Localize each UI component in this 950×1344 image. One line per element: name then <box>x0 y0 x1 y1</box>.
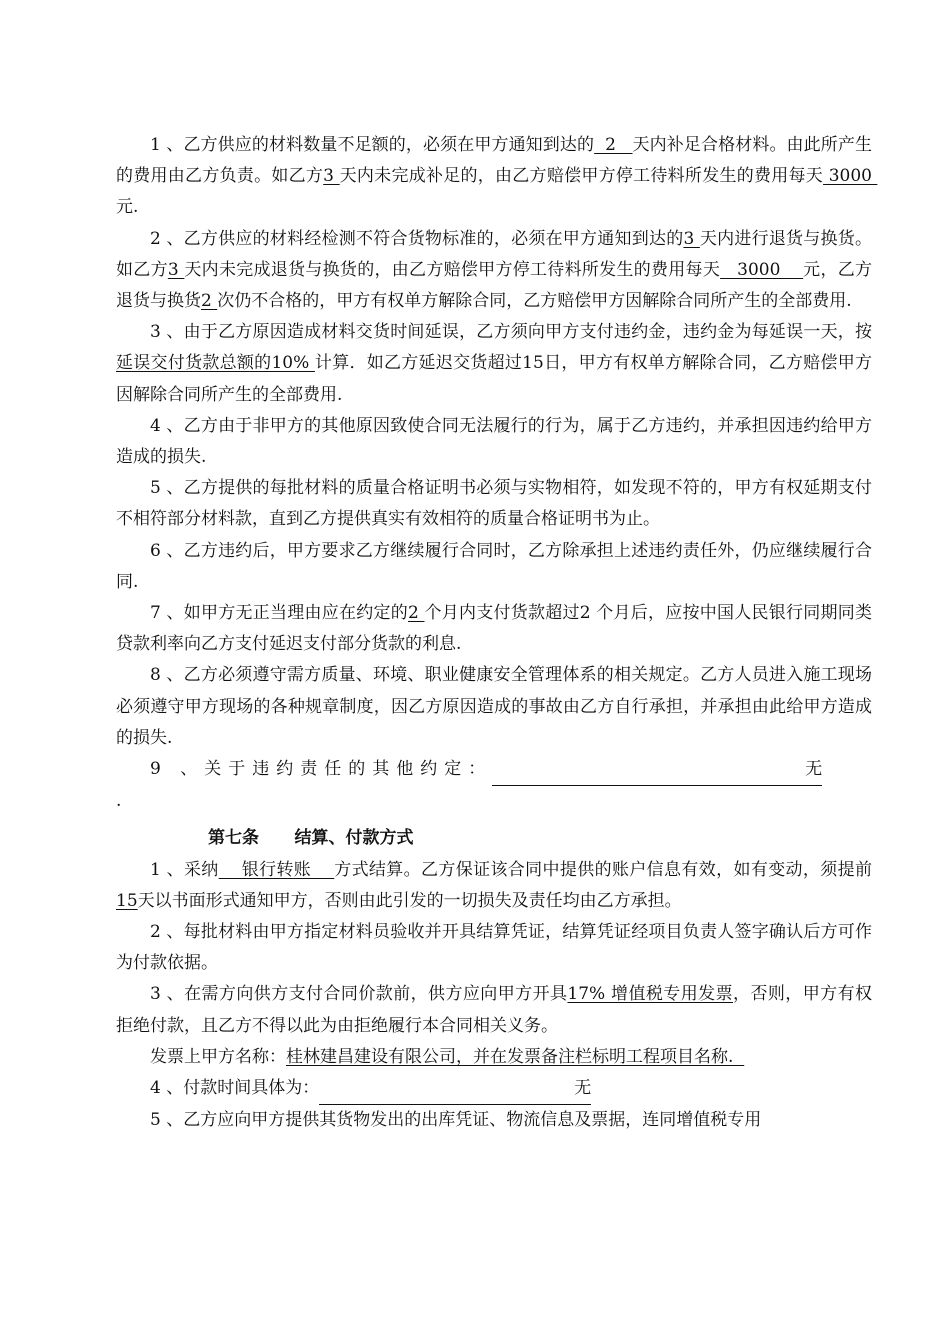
clause-6-item-6: 6 、乙方违约后，甲方要求乙方继续履行合同时，乙方除承担上述违约责任外，仍应继续履行合同. <box>116 540 872 592</box>
clause-6-item-1: 1 、乙方供应的材料数量不足额的，必须在甲方通知到达的 2 天内补足合格材料。由此所产生的费用由乙方负责。如乙方3 天内未完成补足的，由乙方赔偿甲方停工待料所发生的费用每天 3000 元. <box>116 135 878 218</box>
item-4-fill-line: 无 <box>319 1073 591 1105</box>
clause-7-item-1: 1 、采纳 银行转账 方式结算。乙方保证该合同中提供的账户信息有效，如有变动，须提前15天以书面形式通知甲方，否则由此引发的一切损失及责任均由乙方承担。 <box>116 859 872 911</box>
clause-7-item-5: 5 、乙方应向甲方提供其货物发出的出库凭证、物流信息及票据，连同增值税专用 <box>150 1110 762 1131</box>
invoice-payer-name: 发票上甲方名称：桂林建昌建设有限公司，并在发票备注栏标明工程项目名称. <box>150 1046 745 1067</box>
section-heading-article-7: 第七条 结算、付款方式 <box>208 828 414 849</box>
clause-6-item-3: 3 、由于乙方原因造成材料交货时间延误，乙方须向甲方支付违约金，违约金为每延误一天，按延误交付货款总额的10% 计算．如乙方延迟交货超过15日，甲方有权单方解除合同，乙方赔偿甲方因解除合同所产生的全部费用. <box>116 322 872 405</box>
clause-6-item-9: 9 、关于违约责任的其他约定： 无 <box>116 754 872 786</box>
clause-6-item-7: 7 、如甲方无正当理由应在约定的2 个月内支付货款超过2 个月后，应按中国人民银行同期同类贷款利率向乙方支付延迟支付部分货款的利息. <box>116 603 872 655</box>
clause-6-item-5: 5 、乙方提供的每批材料的质量合格证明书必须与实物相符，如发现不符的，甲方有权延期支付不相符部分材料款，直到乙方提供真实有效相符的质量合格证明书为止。 <box>116 478 872 530</box>
clause-7-item-4: 4 、付款时间具体为： 无 <box>116 1073 872 1105</box>
clause-7-item-2: 2 、每批材料由甲方指定材料员验收并开具结算凭证，结算凭证经项目负责人签字确认后方可作为付款依据。 <box>116 922 872 974</box>
clause-6-item-2: 2 、乙方供应的材料经检测不符合货物标准的，必须在甲方通知到达的3 天内进行退货与换货。如乙方3 天内未完成退货与换货的，由乙方赔偿甲方停工待料所发生的费用每天 3000 元，乙方退货与换货2 次仍不合格的，甲方有权单方解除合同，乙方赔偿甲方因解除合同所产生的全部费用. <box>116 228 873 312</box>
clause-6-item-8: 8 、乙方必须遵守需方质量、环境、职业健康安全管理体系的相关规定。乙方人员进入施工现场必须遵守甲方现场的各种规章制度，因乙方原因造成的事故由乙方自行承担，并承担由此给甲方造成的损失. <box>116 665 872 748</box>
item-9-trailing-dot: . <box>116 791 122 812</box>
item-9-fill-line: 无 <box>492 754 822 786</box>
contract-page <box>116 130 878 1137</box>
clause-7-item-3: 3 、在需方向供方支付合同价款前，供方应向甲方开具17% 增值税专用发票，否则，甲方有权拒绝付款，且乙方不得以此为由拒绝履行本合同相关义务。 <box>116 984 872 1036</box>
clause-6-item-4: 4 、乙方由于非甲方的其他原因致使合同无法履行的行为，属于乙方违约，并承担因违约给甲方造成的损失. <box>116 415 872 468</box>
